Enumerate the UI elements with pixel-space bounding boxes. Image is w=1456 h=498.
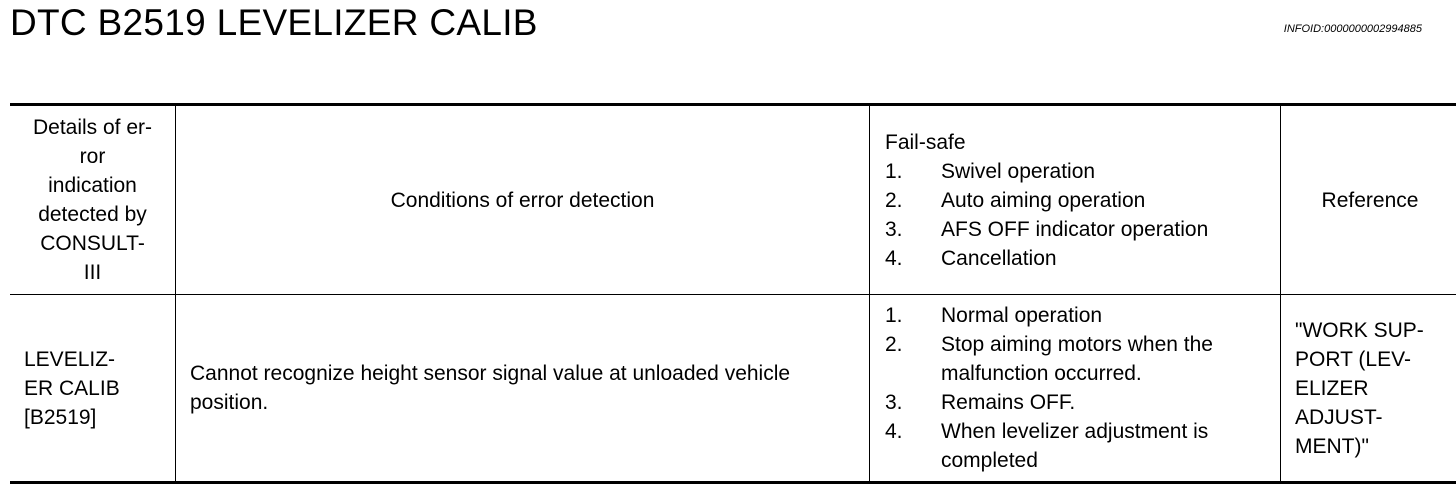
list-number: 3. [885, 217, 903, 241]
header-failsafe-cell [870, 105, 1281, 295]
row-failsafe-list [885, 301, 1272, 475]
row-reference-line: "WORK SUP- [1295, 318, 1424, 342]
row-details-line: LEVELIZ- [24, 347, 116, 371]
table-row [10, 295, 1456, 483]
list-number: 4. [885, 420, 903, 443]
list-item [885, 215, 1272, 244]
list-number: 2. [885, 333, 903, 356]
list-text: Cancellation [941, 246, 1057, 270]
list-text: AFS OFF indicator operation [941, 217, 1209, 241]
header-details-line: indication [48, 174, 137, 197]
list-item [885, 330, 1272, 388]
row-details-cell [10, 295, 176, 483]
list-text: Swivel operation [941, 159, 1096, 183]
header-details-line: ror [79, 145, 106, 168]
row-reference-cell [1281, 295, 1456, 483]
list-text: Normal operation [941, 304, 1103, 327]
page-title: DTC B2519 LEVELIZER CALIB [10, 2, 538, 43]
header-failsafe-title: Fail-safe [885, 130, 966, 154]
list-text: Remains OFF. [941, 391, 1076, 414]
header-details-line: detected by [38, 203, 147, 226]
header-details-line: CONSULT- [40, 232, 145, 255]
header-failsafe-list [885, 157, 1272, 273]
list-number: 4. [885, 246, 903, 270]
row-details-line: ER CALIB [24, 376, 120, 400]
list-item [885, 157, 1272, 186]
list-number: 2. [885, 188, 903, 212]
row-reference-line: ADJUST- [1295, 405, 1383, 429]
list-item [885, 244, 1272, 273]
list-text: When levelizer adjustment is completed [941, 420, 1209, 472]
header-reference-cell: Reference [1281, 105, 1456, 295]
info-id: INFOID:0000000002994885 [1283, 23, 1422, 35]
dtc-table [10, 103, 1456, 484]
header-conditions-cell: Conditions of error detection [176, 105, 870, 295]
row-reference-line: ELIZER [1295, 376, 1369, 400]
table-header-row [10, 105, 1456, 295]
row-reference-line: MENT)" [1295, 434, 1369, 458]
header-details-line: Details of er- [32, 116, 153, 139]
list-number: 1. [885, 159, 903, 183]
list-item [885, 301, 1272, 330]
row-failsafe-cell [870, 295, 1281, 483]
list-item [885, 388, 1272, 417]
header-details-cell [10, 105, 176, 295]
header-details-line: III [83, 261, 102, 284]
list-item [885, 186, 1272, 215]
row-condition-cell: Cannot recognize height sensor signal value at unloaded vehicle position. [176, 295, 870, 483]
list-text: Auto aiming operation [941, 188, 1146, 212]
list-text: Stop aiming motors when the malfunction occurred. [941, 333, 1213, 385]
list-number: 3. [885, 391, 903, 414]
row-reference-line: PORT (LEV- [1295, 347, 1411, 371]
list-item [885, 417, 1272, 475]
row-details-line: [B2519] [24, 405, 97, 429]
list-number: 1. [885, 304, 903, 327]
